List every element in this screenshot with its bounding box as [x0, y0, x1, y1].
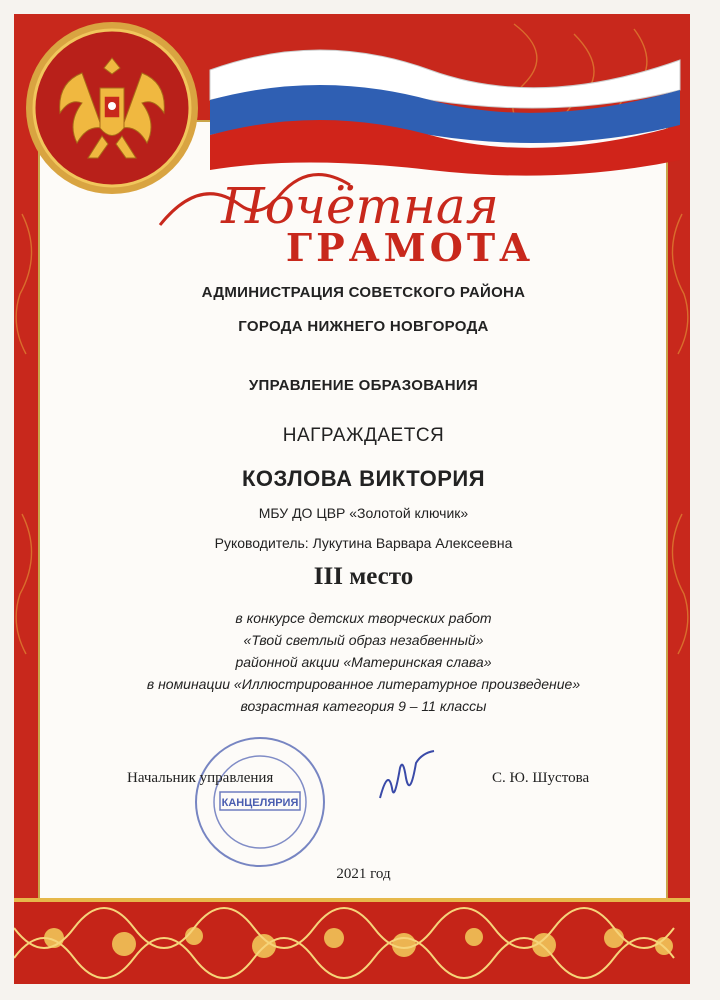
detail-line: возрастная категория 9 – 11 классы — [240, 698, 487, 714]
detail-line: районной акции «Материнская слава» — [235, 654, 492, 670]
title-caps: ГРАМОТА — [285, 225, 535, 270]
place: III место — [313, 563, 414, 590]
title-script: Почётная — [221, 177, 499, 235]
signer-title: Начальник управления — [127, 770, 274, 786]
detail-line: в конкурсе детских творческих работ — [235, 610, 492, 626]
recipient-name: КОЗЛОВА ВИКТОРИЯ — [241, 466, 486, 491]
official-stamp — [190, 732, 330, 872]
recipient-organization: МБУ ДО ЦВР «Золотой ключик» — [258, 505, 469, 521]
signature — [372, 748, 442, 808]
awarded-label: НАГРАЖДАЕТСЯ — [282, 425, 445, 446]
stamp-text: КАНЦЕЛЯРИЯ — [221, 797, 299, 809]
org-line-2: ГОРОДА НИЖНЕГО НОВГОРОДА — [238, 318, 489, 335]
russian-flag-ribbon — [200, 30, 690, 180]
supervisor: Руководитель: Лукутина Варвара Алексеевна — [214, 535, 513, 551]
signer-name: С. Ю. Шустова — [492, 770, 590, 786]
year: 2021 год — [336, 866, 391, 882]
department: УПРАВЛЕНИЕ ОБРАЗОВАНИЯ — [248, 377, 479, 394]
bottom-ornament-band — [14, 898, 690, 984]
detail-line: «Твой светлый образ незабвенный» — [243, 632, 484, 648]
detail-line: в номинации «Иллюстрированное литературное произведение» — [146, 676, 581, 692]
org-line-1: АДМИНИСТРАЦИЯ СОВЕТСКОГО РАЙОНА — [201, 284, 526, 301]
bottom-ornament — [14, 898, 690, 984]
